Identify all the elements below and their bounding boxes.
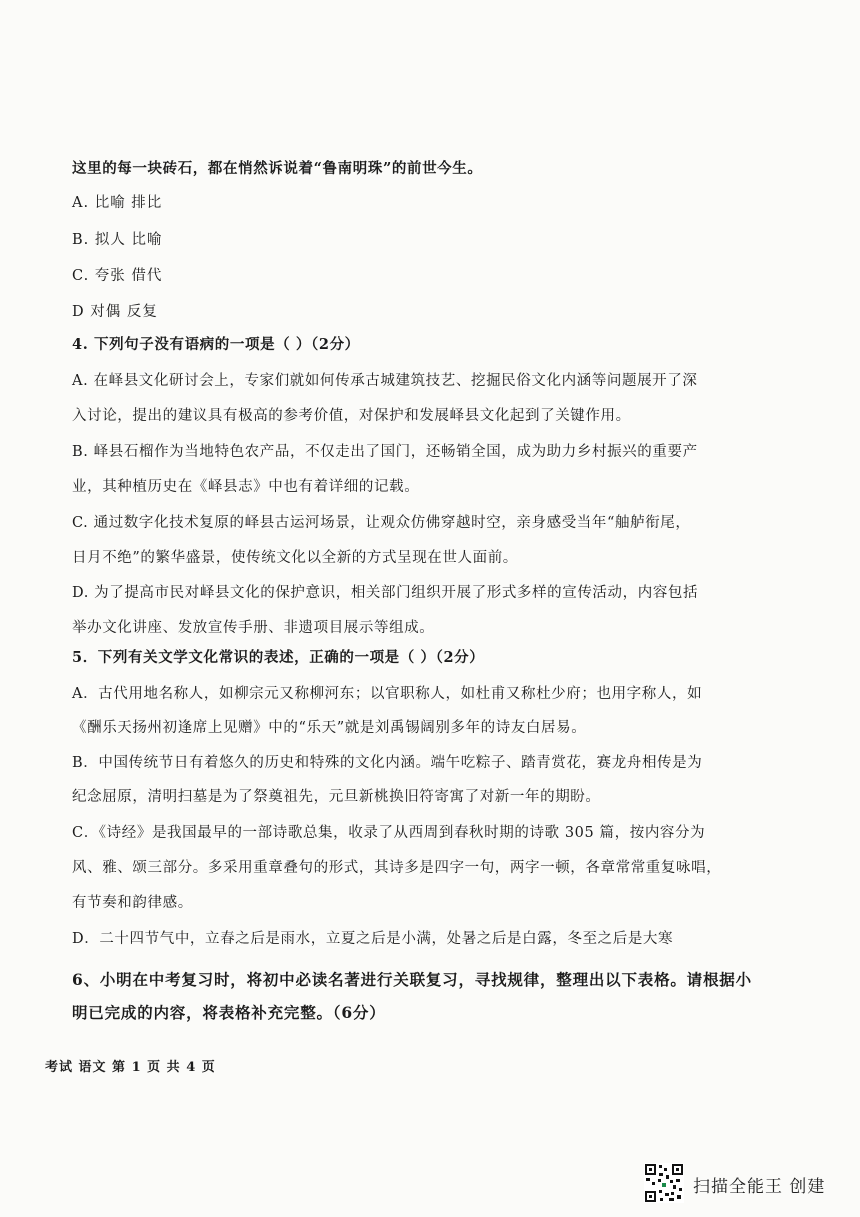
question-5: 5．下列有关文学文化常识的表述，正确的一项是（ ）（2分） xyxy=(72,649,485,666)
q5-option-a-line2: 《酬乐天扬州初逢席上见赠》中的“乐天”就是刘禹锡阔别多年的诗友白居易。 xyxy=(72,720,587,736)
q5-option-c-line2: 风、雅、颂三部分。多采用重章叠句的形式，其诗多是四字一句，两字一顿，各章常常重复咏唱， xyxy=(72,860,722,876)
q4-option-c-line1: C. 通过数字化技术复原的峄县古运河场景，让观众仿佛穿越时空，亲身感受当年“舳舻衔尾， xyxy=(72,515,691,531)
watermark-text: 扫描全能王 创建 xyxy=(693,1177,826,1197)
question-6-line1: 6、小明在中考复习时，将初中必读名著进行关联复习，寻找规律，整理出以下表格。请根据小 xyxy=(72,970,752,989)
qr-code-icon xyxy=(644,1163,684,1203)
question-6-line2: 明已完成的内容，将表格补充完整。（6分） xyxy=(72,1003,386,1022)
q4-option-d-line1: D. 为了提高市民对峄县文化的保护意识，相关部门组织开展了形式多样的宣传活动，内容包括 xyxy=(72,585,699,601)
q5-option-b-line1: B．中国传统节日有着悠久的历史和特殊的文化内涵。端午吃粽子、踏青赏花，赛龙舟相传是为 xyxy=(72,755,703,771)
option-c: C. 夸张 借代 xyxy=(72,268,163,284)
q5-option-a-line1: A．古代用地名称人，如柳宗元又称柳河东；以官职称人，如杜甫又称杜少府；也用字称人，如 xyxy=(72,686,703,702)
q4-option-d-line2: 举办文化讲座、发放宣传手册、非遗项目展示等组成。 xyxy=(72,620,435,636)
q5-option-c-line3: 有节奏和韵律感。 xyxy=(72,895,193,911)
page-footer: 考试 语文 第 1 页 共 4 页 xyxy=(45,1060,216,1075)
question-4: 4. 下列句子没有语病的一项是（ ）（2分） xyxy=(72,336,360,353)
q5-option-d: D．二十四节气中，立春之后是雨水，立夏之后是小满，处暑之后是白露，冬至之后是大寒 xyxy=(72,931,674,947)
passage-line: 这里的每一块砖石，都在悄然诉说着“鲁南明珠”的前世今生。 xyxy=(72,160,483,177)
option-a: A. 比喻 排比 xyxy=(72,195,163,211)
option-b: B. 拟人 比喻 xyxy=(72,232,163,248)
scanner-watermark xyxy=(644,1163,844,1203)
q4-option-b-line1: B. 峄县石榴作为当地特色农产品，不仅走出了国门，还畅销全国，成为助力乡村振兴的重要产 xyxy=(72,444,698,460)
q5-option-b-line2: 纪念屈原，清明扫墓是为了祭奠祖先，元旦新桃换旧符寄寓了对新一年的期盼。 xyxy=(72,789,601,805)
q4-option-a-line2: 入讨论，提出的建议具有极高的参考价值，对保护和发展峄县文化起到了关键作用。 xyxy=(72,408,631,424)
q4-option-a-line1: A. 在峄县文化研讨会上，专家们就如何传承古城建筑技艺、挖掘民俗文化内涵等问题展开了深 xyxy=(72,373,698,389)
q4-option-c-line2: 日月不绝”的繁华盛景，使传统文化以全新的方式呈现在世人面前。 xyxy=(72,550,518,566)
q4-option-b-line2: 业，其种植历史在《峄县志》中也有着详细的记载。 xyxy=(72,479,420,495)
q5-option-c-line1: C．《诗经》是我国最早的一部诗歌总集，收录了从西周到春秋时期的诗歌 305 篇，按内容分为 xyxy=(72,825,706,841)
option-d: D 对偶 反复 xyxy=(72,304,158,320)
